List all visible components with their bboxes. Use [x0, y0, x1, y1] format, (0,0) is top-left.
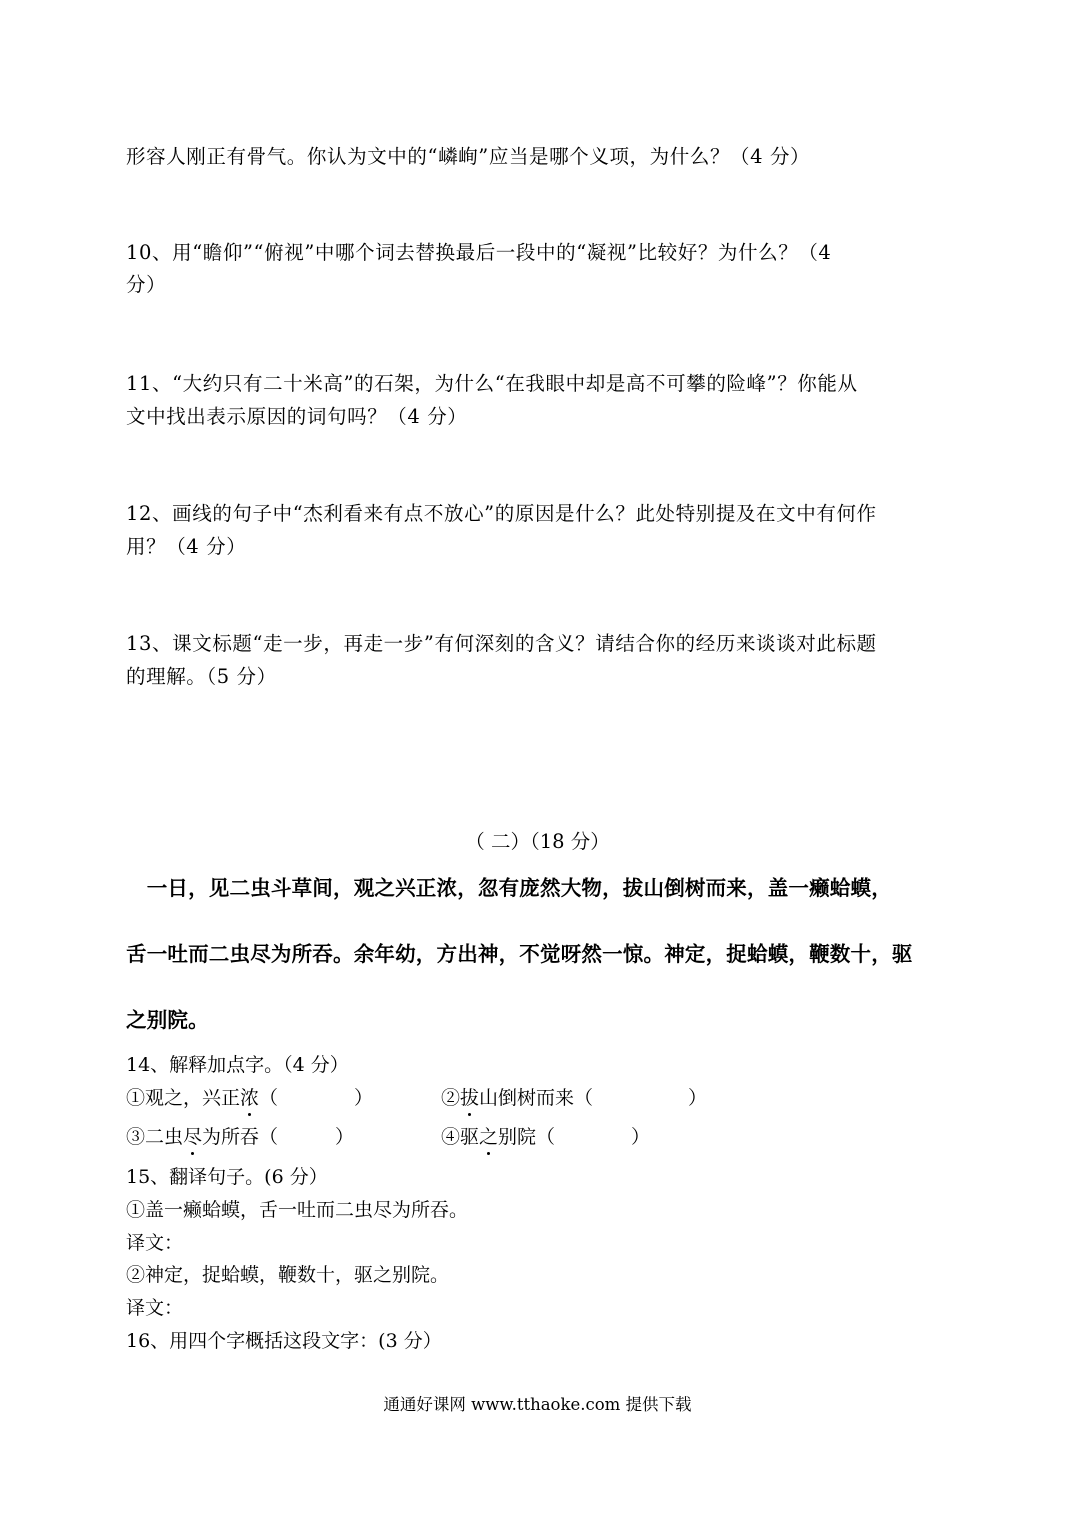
- question-12-line-1: 12、画线的句子中“杰利看来有点不放心”的原因是什么？此处特别提及在文中有何作: [126, 502, 877, 525]
- question-14-item-1: ①观之，兴正浓（ ）: [126, 1087, 374, 1109]
- passage-line-2: 舌一吐而二虫尽为所吞。余年幼，方出神，不觉呀然一惊。神定，捉蛤蟆，鞭数十，驱: [126, 942, 913, 966]
- emphasis-dot-char: 拔: [460, 1087, 480, 1109]
- emphasis-dot-char: 之: [479, 1126, 499, 1148]
- question-9-continuation: 形容人刚正有骨气。你认为文中的“嶙峋”应当是哪个义项，为什么？（4 分）: [126, 145, 811, 168]
- passage-line-1: 一日，见二虫斗草间，观之兴正浓，忽有庞然大物，拔山倒树而来，盖一癞蛤蟆，: [126, 876, 892, 900]
- question-11-line-2: 文中找出表示原因的词句吗？（4 分）: [126, 405, 468, 428]
- question-13-line-2: 的理解。（5 分）: [126, 665, 277, 688]
- question-15-sentence-1: ①盖一癞蛤蟆，舌一吐而二虫尽为所吞。: [126, 1199, 469, 1221]
- question-11-line-1: 11、“大约只有二十米高”的石架，为什么“在我眼中却是高不可攀的险峰”？你能从: [126, 372, 858, 395]
- question-15-translation-1: 译文：: [126, 1232, 184, 1254]
- section-title: （ 二）（18 分）: [465, 830, 610, 853]
- question-14-item-4: ④驱之别院（ ）: [441, 1126, 651, 1148]
- passage-line-3: 之别院。: [126, 1008, 209, 1032]
- question-10-line-2: 分）: [126, 273, 167, 296]
- emphasis-dot-char: 浓: [240, 1087, 260, 1109]
- emphasis-dot-char: 尽: [183, 1126, 203, 1148]
- question-14-item-2: ②拔山倒树而来（ ）: [441, 1087, 708, 1109]
- question-14-item-3: ③二虫尽为所吞（ ）: [126, 1126, 355, 1148]
- question-12-line-2: 用？（4 分）: [126, 535, 247, 558]
- question-15-heading: 15、翻译句子。(6 分）: [126, 1166, 328, 1188]
- question-10-line-1: 10、用“瞻仰”“俯视”中哪个词去替换最后一段中的“凝视”比较好？为什么？（4: [126, 241, 832, 264]
- question-15-sentence-2: ②神定，捉蛤蟆，鞭数十，驱之别院。: [126, 1264, 450, 1286]
- question-15-translation-2: 译文：: [126, 1297, 184, 1319]
- question-13-line-1: 13、课文标题“走一步，再走一步”有何深刻的含义？请结合你的经历来谈谈对此标题: [126, 632, 877, 655]
- page-footer: 通通好课网 www.tthaoke.com 提供下载: [383, 1395, 692, 1414]
- question-16-heading: 16、用四个字概括这段文字：(3 分）: [126, 1330, 442, 1352]
- question-14-heading: 14、解释加点字。（4 分）: [126, 1054, 349, 1076]
